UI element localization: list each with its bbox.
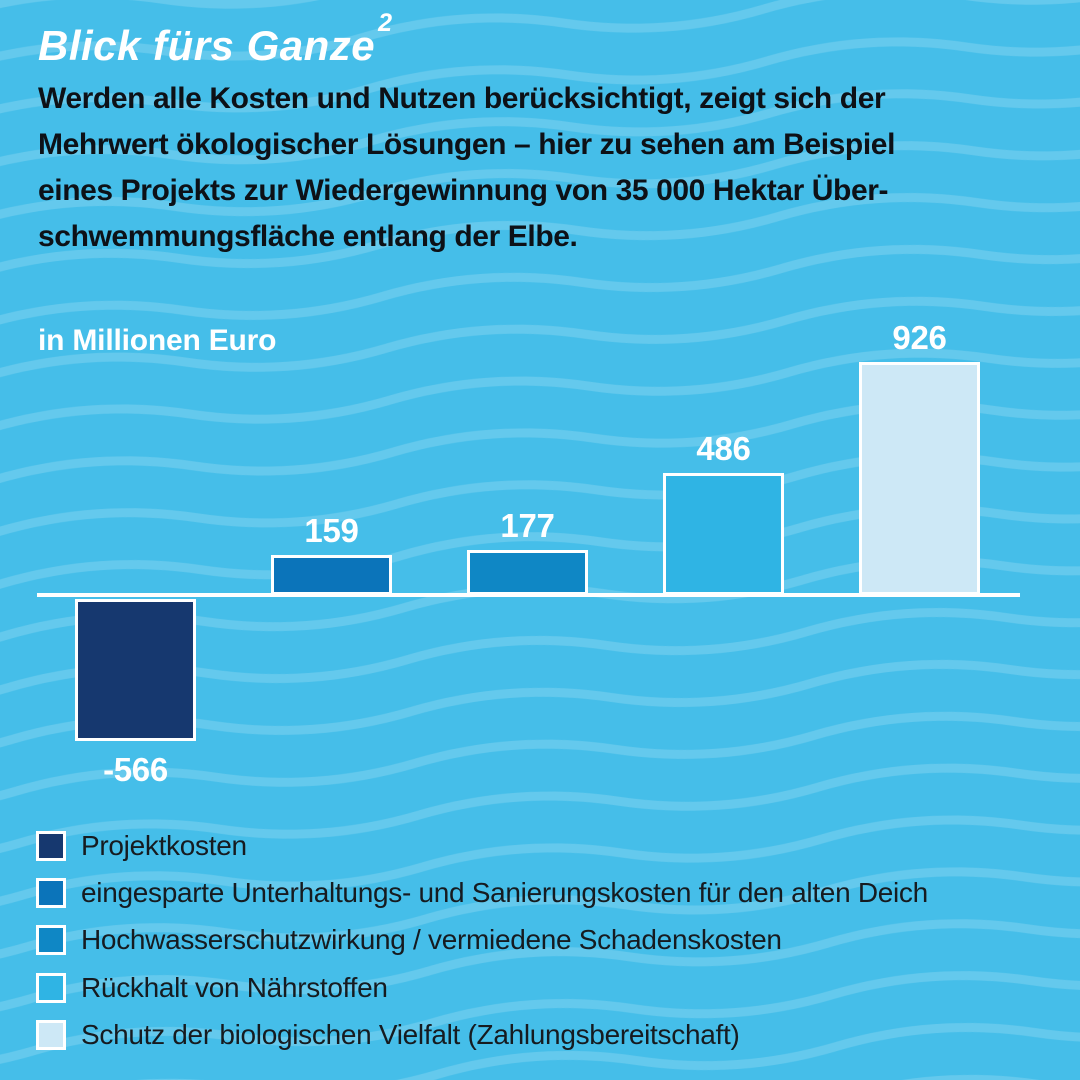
bar xyxy=(75,599,196,741)
chart-legend xyxy=(36,822,928,1058)
legend-color-swatch xyxy=(36,973,66,1003)
bar xyxy=(271,555,392,595)
axis-unit-label: in Millionen Euro xyxy=(38,324,277,357)
legend-item-label: Projektkosten xyxy=(81,829,247,861)
title-superscript: 2 xyxy=(378,9,393,37)
bar-value-label: 159 xyxy=(304,512,359,549)
legend-item-label: eingesparte Unterhaltungs- und Sanierungskosten für den alten Deich xyxy=(81,876,928,908)
bar-value-label: -566 xyxy=(103,751,168,788)
bar xyxy=(467,550,588,595)
bar-value-label: 177 xyxy=(500,507,555,544)
intro-line: schwemmungsfläche entlang der Elbe. xyxy=(38,220,578,253)
legend-item-label: Rückhalt von Nährstoffen xyxy=(81,971,388,1003)
legend-item xyxy=(36,869,928,916)
intro-line: Werden alle Kosten und Nutzen berücksichtigt, zeigt sich der xyxy=(38,82,886,115)
legend-item xyxy=(36,964,928,1011)
page-title xyxy=(38,9,393,70)
legend-color-swatch xyxy=(36,925,66,955)
legend-item-label: Hochwasserschutzwirkung / vermiedene Schadenskosten xyxy=(81,924,782,956)
bar-value-label: 926 xyxy=(892,319,947,356)
legend-color-swatch xyxy=(36,878,66,908)
legend-item xyxy=(36,1011,928,1058)
legend-item-label: Schutz der biologischen Vielfalt (Zahlungsbereitschaft) xyxy=(81,1018,740,1050)
bar-value-label: 486 xyxy=(696,430,751,467)
legend-item xyxy=(36,917,928,964)
title-text: Blick fürs Ganze xyxy=(38,22,376,69)
legend-color-swatch xyxy=(36,831,66,861)
bar xyxy=(663,473,784,595)
legend-item xyxy=(36,822,928,869)
intro-line: eines Projekts zur Wiedergewinnung von 35 000 Hektar Über- xyxy=(38,174,889,207)
intro-line: Mehrwert ökologischer Lösungen – hier zu sehen am Beispiel xyxy=(38,128,896,161)
bar xyxy=(859,362,980,595)
intro-paragraph xyxy=(38,76,895,260)
legend-color-swatch xyxy=(36,1020,66,1050)
